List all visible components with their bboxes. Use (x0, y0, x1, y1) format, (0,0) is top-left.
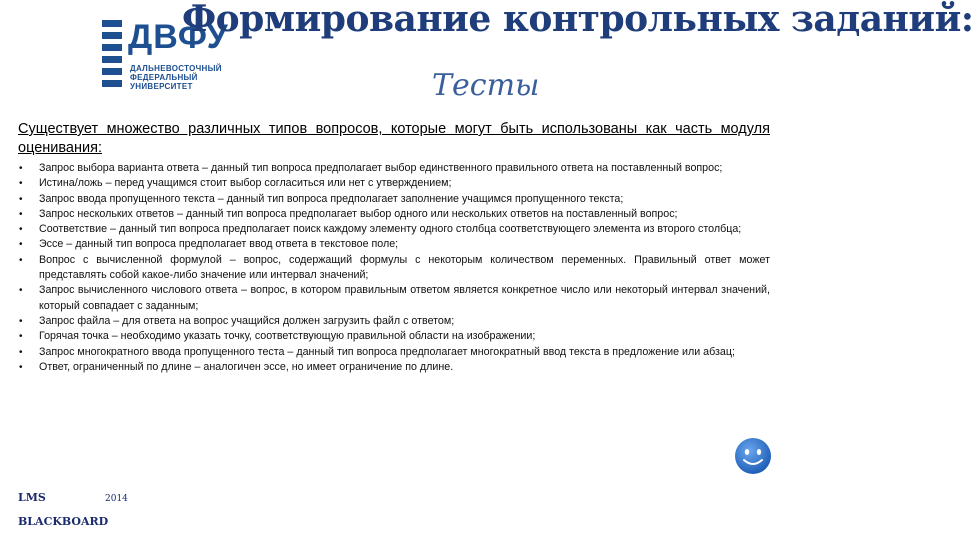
footer-year: 2014 (105, 494, 128, 504)
bullet-icon: • (19, 239, 23, 251)
list-item: • Запрос нескольких ответов – данный тип вопроса предполагает выбор одного или нескольких ответов на поставленный вопрос; (18, 207, 770, 222)
list-item: • Запрос файла – для ответа на вопрос учащийся должен загрузить файл с ответом; (18, 314, 770, 329)
list-item: • Эссе – данный тип вопроса предполагает ввод ответа в текстовое поле; (18, 237, 770, 252)
bullet-icon: • (19, 315, 23, 327)
intro-text: Существует множество различных типов вопросов, которые могут быть использованы как часть модуля оценивания: (18, 121, 770, 156)
bullet-icon: • (19, 193, 23, 205)
page-subtitle: Тесты (432, 68, 540, 103)
logo-subtitle: ДАЛЬНЕВОСТОЧНЫЙ ФЕДЕРАЛЬНЫЙ УНИВЕРСИТЕТ (130, 64, 222, 91)
bullet-icon: • (19, 331, 23, 343)
logo-mark-icon (100, 12, 124, 102)
page-title: Формирование контрольных заданий: (182, 0, 974, 40)
list-item: • Запрос многократного ввода пропущенного теста – данный тип вопроса предполагает многократный ввод текста в предложение или абзац; (18, 345, 770, 360)
bullet-icon: • (19, 178, 23, 190)
bullet-icon: • (19, 163, 23, 174)
logo-title: ДВФУ (128, 18, 229, 56)
list-item: • Запрос вычисленного числового ответа – вопрос, в котором правильным ответом является конкретное число или некоторый интервал значений, который совпадает с заданным; (19, 284, 770, 312)
list-item: • Горячая точка – необходимо указать точку, соответствующую правильной области на изображении; (18, 329, 770, 344)
question-types-list (18, 161, 770, 375)
smiley-icon (733, 436, 773, 476)
bullet-icon: • (19, 224, 23, 236)
list-item: • Вопрос с вычисленной формулой – вопрос, содержащий формулы с некоторым количеством переменных. Правильный ответ может представлять собой какое-либо значение или интервал значений; (19, 253, 770, 282)
bullet-icon: • (19, 346, 23, 358)
list-item: • Запрос выбора варианта ответа – данный тип вопроса предполагает выбор единственного правильного ответа на поставленный вопрос; (18, 161, 770, 176)
footer-platform: BLACKBOARD (18, 515, 109, 528)
footer-lms: LMS (18, 491, 46, 504)
bullet-icon: • (19, 208, 23, 220)
list-item: • Истина/ложь – перед учащимся стоит выбор согласиться или нет с утверждением; (18, 176, 770, 191)
list-item: • Ответ, ограниченный по длине – аналогичен эссе, но имеет ограничение по длине. (18, 360, 770, 375)
bullet-icon: • (19, 254, 23, 266)
list-item: • Запрос ввода пропущенного текста – данный тип вопроса предполагает заполнение учащимся пропущенного текста; (18, 192, 770, 207)
list-item: • Соответствие – данный тип вопроса предполагает поиск каждому элементу одного столбца соответствующего элемента из второго столбца; (18, 222, 770, 237)
bullet-icon: • (19, 361, 23, 373)
bullet-icon: • (19, 285, 23, 297)
